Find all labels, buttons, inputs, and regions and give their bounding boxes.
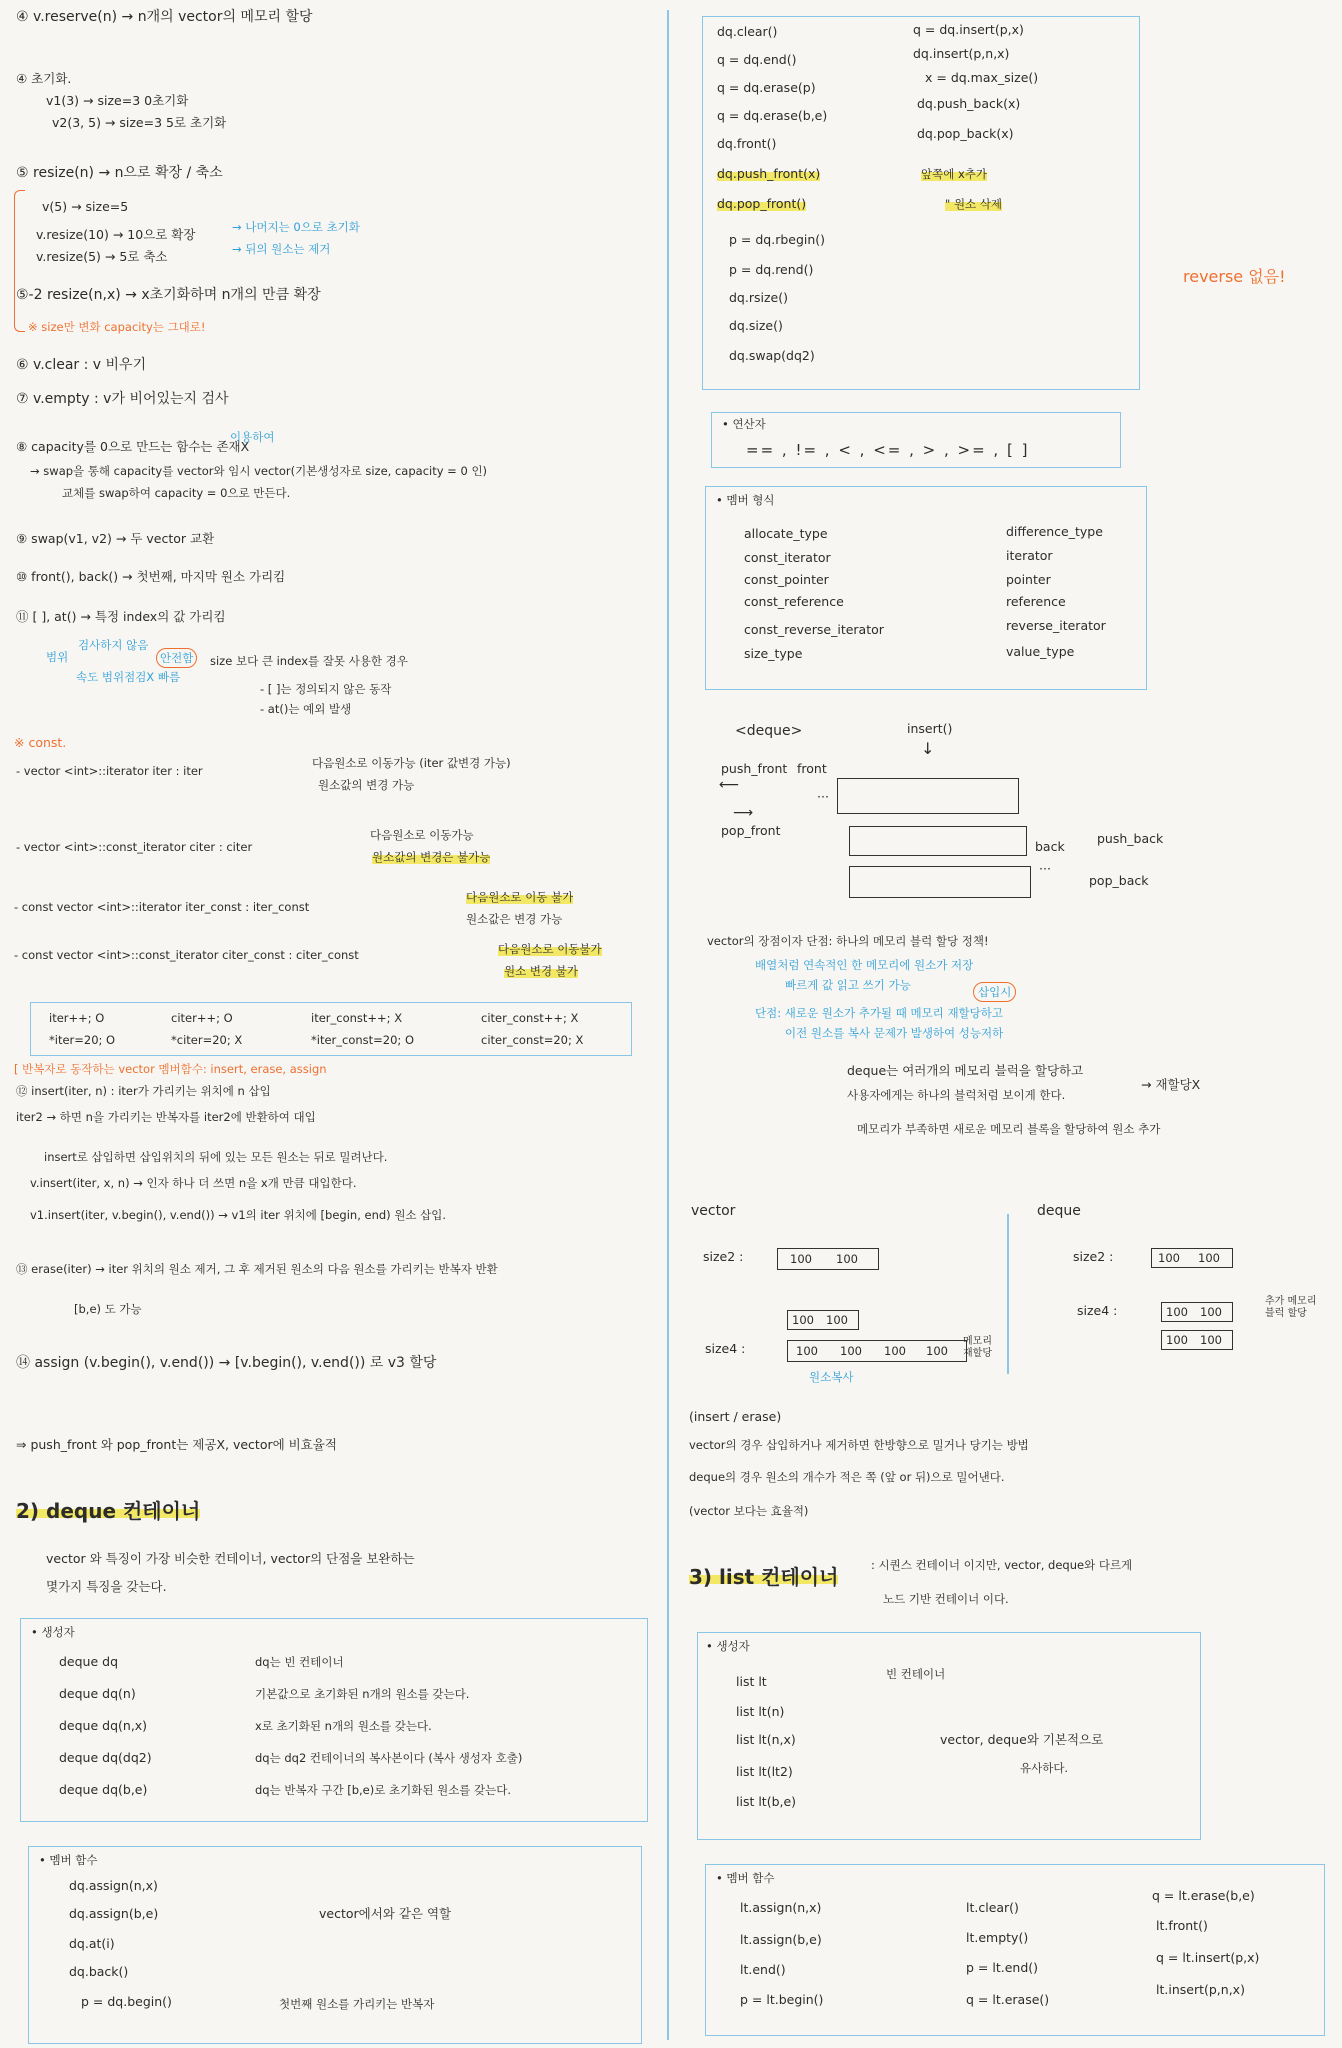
const-code-1: - vector <int>::iterator iter : iter: [16, 764, 203, 778]
note-index: ⑪ [ ], at() → 특정 index의 값 가리킴: [16, 609, 226, 624]
const-cell: *iter=20; O: [49, 1033, 116, 1047]
const-title: ※ const.: [14, 735, 67, 750]
list-member-title: • 멤버 함수: [716, 1871, 775, 1885]
compare-title: vector의 장점이자 단점: 하나의 메모리 블럭 할당 정책!: [707, 934, 989, 948]
deque-ctor-code: deque dq(n): [59, 1686, 136, 1701]
diagram-front: front: [797, 761, 827, 776]
cell-value: 100: [796, 1344, 818, 1358]
list-ctor: list lt(n): [736, 1704, 785, 1719]
dq-func: p = dq.rbegin(): [729, 232, 826, 247]
note-index-fast: 속도 범위점검X 빠름: [76, 670, 181, 684]
note-init-v2: v2(3, 5) → size=3 5로 초기화: [52, 115, 227, 130]
const-cell: *iter_const=20; O: [311, 1033, 415, 1047]
deque-member: dq.assign(n,x): [69, 1878, 158, 1893]
mem-add-block: 추가 메모리 블럭 할당: [1265, 1296, 1317, 1319]
deque-ctor-desc: dq는 반복자 구간 [b,e)로 초기화된 원소를 갖는다.: [255, 1783, 512, 1797]
note-resize-v5: v(5) → size=5: [42, 199, 129, 214]
const-cell: *citer=20; X: [171, 1033, 243, 1047]
note-index-safe: 안전함: [156, 648, 197, 668]
reverse-note: reverse 없음!: [1183, 267, 1286, 286]
note-init: ④ 초기화.: [16, 71, 72, 86]
mem-deque-size4: size4 :: [1077, 1303, 1118, 1318]
dq-func: x = dq.max_size(): [925, 70, 1039, 85]
dq-func: dq.push_back(x): [917, 96, 1021, 111]
list-member: lt.end(): [740, 1962, 786, 1977]
dq-func-note: 앞쪽에 x추가: [921, 167, 988, 181]
cell-value: 100: [840, 1344, 862, 1358]
deque-ctor-code: deque dq(b,e): [59, 1782, 148, 1797]
right-arrow-icon: ⟶: [733, 805, 754, 821]
deque-ctor-desc: 기본값으로 초기화된 n개의 원소를 갖는다.: [255, 1687, 470, 1701]
member-type: const_iterator: [744, 550, 831, 565]
list-member-box: [705, 1864, 1325, 2036]
dq-func: dq.push_front(x): [717, 166, 821, 181]
const-desc2-3: 원소값은 변경 가능: [466, 912, 563, 926]
cell-value: 100: [1198, 1251, 1220, 1265]
list-member: q = lt.insert(p,x): [1156, 1950, 1260, 1965]
member-type: const_reverse_iterator: [744, 622, 884, 637]
operator-list: == , != , < , <= , > , >= , [ ]: [746, 441, 1030, 459]
note-clear: ⑥ v.clear : v 비우기: [16, 357, 147, 373]
note-size-only: ※ size만 변화 capacity는 그대로!: [28, 320, 206, 334]
iter-insert-ret: iter2 → 하면 n을 가리키는 반복자를 iter2에 반환하여 대입: [16, 1110, 316, 1124]
cell-value: 100: [826, 1313, 848, 1327]
const-cell: iter++; O: [49, 1011, 105, 1025]
list-ctor: list lt(lt2): [736, 1764, 793, 1779]
list-ctor: list lt: [736, 1674, 767, 1689]
deque-ctor-code: deque dq(dq2): [59, 1750, 152, 1765]
down-arrow-icon: ↓: [921, 739, 935, 758]
dq-func: dq.front(): [717, 136, 777, 151]
iter-erase-range: [b,e) 도 가능: [74, 1302, 142, 1316]
compare-blue-3: 단점: 새로운 원소가 추가될 때 메모리 재할당하고: [755, 1006, 1003, 1020]
const-desc1-1: 다음원소로 이동가능 (iter 값변경 가능): [312, 756, 511, 770]
note-capacity: ⑧ capacity를 0으로 만드는 함수는 존재X: [16, 439, 250, 454]
member-type: difference_type: [1006, 524, 1103, 539]
list-intro-2: 노드 기반 컨테이너 이다.: [883, 1592, 1009, 1606]
diagram-title: <deque>: [735, 723, 803, 739]
list-ctor: list lt(n,x): [736, 1732, 796, 1747]
operator-box: [711, 412, 1121, 468]
vec-old-block: [787, 1310, 859, 1330]
iter-push-front: ⇒ push_front 와 pop_front는 제공X, vector에 비효율적: [16, 1437, 337, 1452]
const-cell: citer_const=20; X: [481, 1033, 584, 1047]
ellipsis: ···: [1039, 861, 1051, 876]
cell-value: 100: [790, 1252, 812, 1266]
deque-ctor-code: deque dq: [59, 1654, 119, 1669]
cell-value: 100: [1158, 1251, 1180, 1265]
note-resize-5-blue: → 뒤의 원소는 제거: [232, 242, 331, 256]
deque-member-title: • 멤버 함수: [39, 1853, 98, 1867]
iter-insert-range: v1.insert(iter, v.begin(), v.end()) → v1의 iter 위치에 [begin, end) 원소 삽입.: [30, 1208, 447, 1222]
note-resize-5: v.resize(5) → 5로 축소: [36, 249, 168, 264]
deque-ctor-desc: dq는 빈 컨테이너: [255, 1655, 344, 1669]
cell-value: 100: [792, 1313, 814, 1327]
list-member: q = lt.erase(): [966, 1992, 1050, 2007]
insert-erase-note: (vector 보다는 효율적): [689, 1504, 809, 1518]
dq-func: dq.rsize(): [729, 290, 788, 305]
diagram-push-back: push_back: [1097, 831, 1164, 846]
operator-title: • 연산자: [722, 417, 766, 431]
diagram-insert: insert(): [907, 721, 953, 736]
dq-func: dq.insert(p,n,x): [913, 46, 1010, 61]
mem-vector-label: vector: [691, 1203, 736, 1219]
const-desc2-2: 원소값의 변경은 불가능: [372, 850, 491, 864]
dq-func: q = dq.erase(p): [717, 80, 816, 95]
note-init-v1: v1(3) → size=3 0초기화: [46, 93, 189, 108]
deque-ctor-code: deque dq(n,x): [59, 1718, 148, 1733]
iter-insert: ⑫ insert(iter, n) : iter가 가리키는 위치에 n 삽입: [16, 1084, 271, 1098]
deq-block-2: [1161, 1330, 1233, 1350]
dq-func: q = dq.erase(b,e): [717, 108, 828, 123]
compare-deque-2: 사용자에게는 하나의 블럭처럼 보이게 한다.: [847, 1088, 1066, 1102]
dq-func: dq.pop_back(x): [917, 126, 1014, 141]
list-same-note-2: 유사하다.: [1020, 1761, 1069, 1775]
note-swap: ⑨ swap(v1, v2) → 두 vector 교환: [16, 531, 215, 546]
deque-ctor-desc: x로 초기화된 n개의 원소를 갖는다.: [255, 1719, 432, 1733]
member-type: size_type: [744, 646, 803, 661]
const-desc1-3: 다음원소로 이동 불가: [466, 890, 574, 904]
ellipsis: ···: [817, 789, 829, 804]
insert-erase-vector: vector의 경우 삽입하거나 제거하면 한방향으로 밀거나 당기는 방법: [689, 1438, 1029, 1452]
left-arrow-icon: ⟵: [719, 777, 740, 793]
note-empty: ⑦ v.empty : v가 비어있는지 검사: [16, 391, 229, 407]
list-ctor-title: • 생성자: [706, 1639, 750, 1653]
mem-size2: size2 :: [703, 1249, 744, 1264]
dq-func: q = dq.end(): [717, 52, 797, 67]
note-capacity-zero: 교체를 swap하여 capacity = 0으로 만든다.: [62, 486, 291, 500]
compare-insert: 삽입시: [973, 982, 1016, 1002]
note-resize2: ⑤-2 resize(n,x) → x초기화하며 n개의 만큼 확장: [16, 287, 321, 303]
list-member: lt.assign(b,e): [740, 1932, 822, 1947]
insert-erase-title: (insert / erase): [689, 1409, 782, 1424]
deque-intro-2: 몇가지 특징을 갖는다.: [46, 1579, 167, 1594]
member-type-box: [705, 486, 1147, 690]
list-heading: 3) list 컨테이너: [689, 1565, 839, 1589]
deq-size2-block: [1151, 1248, 1233, 1268]
note-reserve: ④ v.reserve(n) → n개의 vector의 메모리 할당: [16, 9, 313, 25]
note-index-nocheck: 검사하지 않음: [78, 638, 149, 652]
const-desc2-1: 원소값의 변경 가능: [318, 778, 415, 792]
cell-value: 100: [1200, 1305, 1222, 1319]
compare-new-block: 메모리가 부족하면 새로운 메모리 블록을 할당하여 원소 추가: [857, 1122, 1161, 1136]
note-capacity-blue: 이용하여: [230, 430, 275, 444]
mem-copy: 원소복사: [809, 1370, 854, 1384]
deque-intro-1: vector 와 특징이 가장 비슷한 컨테이너, vector의 단점을 보완하는: [46, 1551, 415, 1566]
list-member: lt.insert(p,n,x): [1156, 1982, 1245, 1997]
deque-ctor-title: • 생성자: [31, 1625, 75, 1639]
deque-ctor-desc: dq는 dq2 컨테이너의 복사본이다 (복사 생성자 호출): [255, 1751, 523, 1765]
member-type: const_reference: [744, 594, 844, 609]
const-cell: citer++; O: [171, 1011, 233, 1025]
deque-member: p = dq.begin(): [81, 1994, 172, 2009]
cell-value: 100: [1166, 1305, 1188, 1319]
dq-func: dq.swap(dq2): [729, 348, 815, 363]
column-divider: [667, 10, 669, 2040]
note-front-back: ⑩ front(), back() → 첫번째, 마지막 원소 가리킴: [16, 569, 286, 584]
dq-func: dq.size(): [729, 318, 783, 333]
block-row-3: [849, 866, 1031, 898]
dq-func-note: " 원소 삭제: [945, 197, 1003, 211]
iter-insert-n: v.insert(iter, x, n) → 인자 하나 더 쓰면 n을 x개 만큼 대입한다.: [30, 1176, 357, 1190]
deque-heading: 2) deque 컨테이너: [16, 1499, 201, 1523]
compare-blue-2: 빠르게 값 읽고 쓰기 가능: [785, 978, 911, 992]
list-member: q = lt.erase(b,e): [1152, 1888, 1255, 1903]
dq-func: q = dq.insert(p,x): [913, 22, 1024, 37]
deque-ctor-box: [20, 1618, 648, 1822]
deque-member: dq.assign(b,e): [69, 1906, 159, 1921]
compare-blue-1: 배열처럼 연속적인 한 메모리에 원소가 저장: [755, 958, 974, 972]
member-type-title: • 멤버 형식: [716, 493, 775, 507]
note-index-exception: - at()는 예외 발생: [260, 702, 352, 716]
diagram-pop-front: pop_front: [721, 823, 781, 838]
const-code-4: - const vector <int>::const_iterator citer_const : citer_const: [14, 948, 359, 962]
note-resize-10-blue: → 나머지는 0으로 초기화: [232, 220, 360, 234]
vec-size2-block: [777, 1248, 879, 1270]
const-cell: iter_const++; X: [311, 1011, 403, 1025]
note-capacity-swap: → swap을 통해 capacity를 vector와 임시 vector(기본생성자로 size, capacity = 0 인): [30, 464, 488, 478]
member-type: allocate_type: [744, 526, 828, 541]
deque-func-box: [702, 16, 1140, 390]
deque-member: dq.back(): [69, 1964, 129, 1979]
compare-deque: deque는 여러개의 메모리 블럭을 할당하고: [847, 1063, 1084, 1078]
member-type: value_type: [1006, 644, 1075, 659]
note-index-undefined: - [ ]는 정의되지 않은 동작: [260, 682, 392, 696]
iter-erase: ⑬ erase(iter) → iter 위치의 원소 제거, 그 후 제거된 원소의 다음 원소를 가리키는 반복자 반환: [16, 1262, 498, 1276]
list-ctor-box: [697, 1632, 1201, 1840]
member-type: pointer: [1006, 572, 1051, 587]
const-code-3: - const vector <int>::iterator iter_const : iter_const: [14, 900, 310, 914]
const-desc1-2: 다음원소로 이동가능: [370, 828, 474, 842]
deque-member-note: vector에서와 같은 역할: [319, 1906, 452, 1921]
member-type: iterator: [1006, 548, 1053, 563]
list-empty-note: 빈 컨테이너: [886, 1667, 946, 1681]
cell-value: 100: [1200, 1333, 1222, 1347]
vec-size4-block: [787, 1340, 967, 1362]
list-member: lt.clear(): [966, 1900, 1019, 1915]
mem-deque-size2: size2 :: [1073, 1249, 1114, 1264]
list-member: lt.empty(): [966, 1930, 1029, 1945]
iter-title: [ 반복자로 동작하는 vector 멤버함수: insert, erase, assign: [14, 1062, 327, 1076]
mem-divider: [1007, 1214, 1009, 1374]
iter-insert-shift: insert로 삽입하면 삽입위치의 뒤에 있는 모든 원소는 뒤로 밀려난다.: [44, 1150, 388, 1164]
const-desc2-4: 원소 변경 불가: [504, 964, 578, 978]
note-index-range: 범위: [46, 650, 69, 664]
const-code-2: - vector <int>::const_iterator citer : citer: [16, 840, 253, 854]
cell-value: 100: [926, 1344, 948, 1358]
list-same-note-1: vector, deque와 기본적으로: [940, 1732, 1104, 1747]
const-desc1-4: 다음원소로 이동불가: [498, 942, 602, 956]
note-resize: ⑤ resize(n) → n으로 확장 / 축소: [16, 165, 223, 181]
list-member: lt.front(): [1156, 1918, 1208, 1933]
member-type: const_pointer: [744, 572, 829, 587]
deq-block-1: [1161, 1302, 1233, 1322]
deque-member: dq.at(i): [69, 1936, 115, 1951]
cell-value: 100: [1166, 1333, 1188, 1347]
const-cell: citer_const++; X: [481, 1011, 579, 1025]
mem-size4: size4 :: [705, 1341, 746, 1356]
deque-begin-note: 첫번째 원소를 가리키는 반복자: [279, 1997, 435, 2011]
compare-no-realloc: → 재할당X: [1141, 1077, 1201, 1092]
compare-blue-4: 이전 원소를 복사 문제가 발생하여 성능저하: [785, 1026, 1004, 1040]
diagram-back: back: [1035, 839, 1065, 854]
member-type: reference: [1006, 594, 1066, 609]
dq-func: p = dq.rend(): [729, 262, 814, 277]
mem-deque-label: deque: [1037, 1203, 1081, 1219]
block-row-1: [837, 778, 1019, 814]
deque-diagram: [685, 710, 1285, 910]
diagram-pop-back: pop_back: [1089, 873, 1149, 888]
cell-value: 100: [884, 1344, 906, 1358]
dq-func: dq.pop_front(): [717, 196, 807, 211]
const-table: [30, 1002, 632, 1056]
insert-erase-deque: deque의 경우 원소의 개수가 적은 쪽 (앞 or 뒤)으로 밀어낸다.: [689, 1470, 1005, 1484]
list-ctor: list lt(b,e): [736, 1794, 797, 1809]
note-resize-10: v.resize(10) → 10으로 확장: [36, 227, 196, 242]
diagram-push-front: push_front: [721, 761, 788, 776]
block-row-2: [849, 826, 1027, 856]
list-member: p = lt.begin(): [740, 1992, 824, 2007]
mem-realloc: 메모리 재할당: [963, 1336, 992, 1359]
list-member: lt.assign(n,x): [740, 1900, 822, 1915]
deque-member-box: [28, 1846, 642, 2044]
member-type: reverse_iterator: [1006, 618, 1106, 633]
list-intro-1: : 시퀀스 컨테이너 이지만, vector, deque와 다르게: [871, 1558, 1133, 1572]
orange-bracket: [14, 190, 25, 332]
list-member: p = lt.end(): [966, 1960, 1039, 1975]
cell-value: 100: [836, 1252, 858, 1266]
dq-func: dq.clear(): [717, 24, 778, 39]
note-index-oob: size 보다 큰 index를 잘못 사용한 경우: [210, 654, 408, 668]
iter-assign: ⑭ assign (v.begin(), v.end()) → [v.begin(), v.end()) 로 v3 할당: [16, 1355, 437, 1371]
